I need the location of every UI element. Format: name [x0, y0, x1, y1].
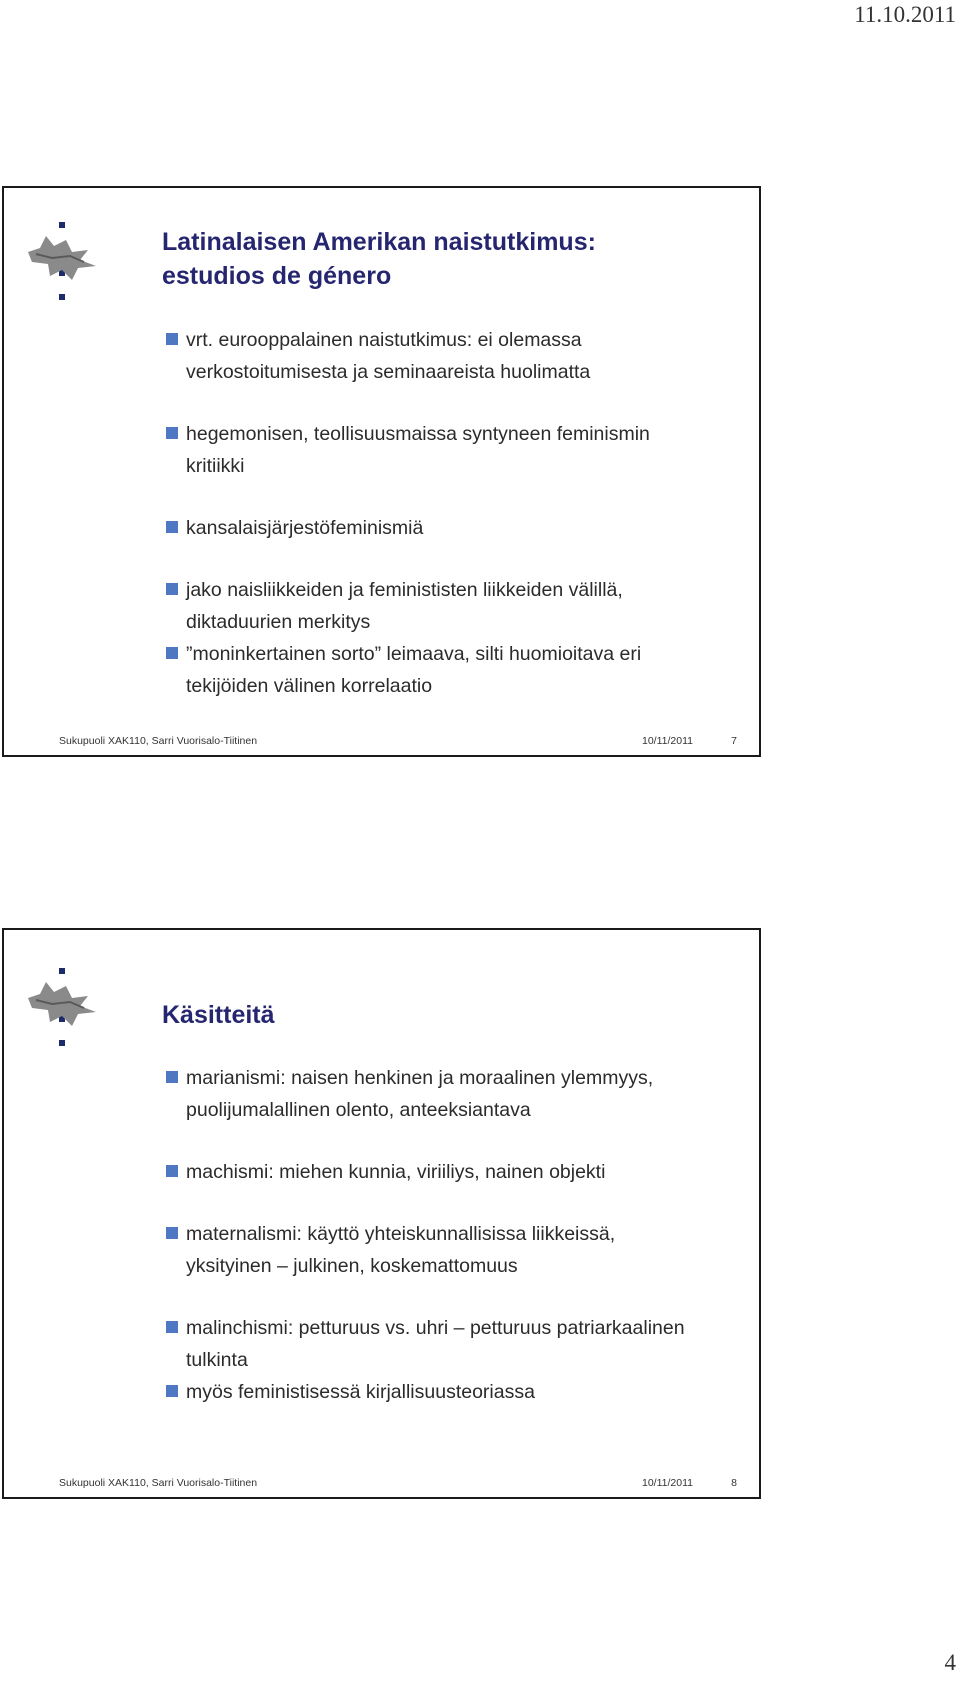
slide-title: Käsitteitä — [162, 1001, 275, 1029]
bullet-list — [166, 1062, 756, 1408]
page-date: 11.10.2011 — [854, 2, 956, 27]
bullet-square-icon — [166, 521, 178, 533]
bullet-item: myös feministisessä kirjallisuusteoriassa — [166, 1376, 756, 1408]
footer-date: 10/11/2011 — [642, 735, 693, 747]
bullet-item: hegemonisen, teollisuusmaissa syntyneen feminismin kritiikki — [166, 418, 756, 482]
bullet-square-icon — [166, 1165, 178, 1177]
bullet-square-icon — [166, 1385, 178, 1397]
bullet-square-icon — [166, 427, 178, 439]
bullet-square-icon — [166, 1227, 178, 1239]
bullet-list — [166, 324, 756, 702]
bullet-item: vrt. eurooppalainen naistutkimus: ei olemassa verkostoitumisesta ja seminaareista huolimatta — [166, 324, 756, 388]
footer-course: Sukupuoli XAK110, Sarri Vuorisalo-Tiitinen — [59, 735, 258, 747]
footer-course: Sukupuoli XAK110, Sarri Vuorisalo-Tiitinen — [59, 1477, 258, 1489]
bullet-square-icon — [166, 1321, 178, 1333]
bullet-item: marianismi: naisen henkinen ja moraalinen ylemmyys, puolijumalallinen olento, anteeksiantava — [166, 1062, 756, 1126]
bullet-item: jako naisliikkeiden ja feminististen liikkeiden välillä, diktaduurien merkitys — [166, 574, 756, 638]
bullet-square-icon — [166, 333, 178, 345]
slide-8 — [2, 928, 761, 1499]
university-logo-icon — [26, 968, 100, 1048]
bullet-square-icon — [166, 1071, 178, 1083]
bullet-item: malinchismi: petturuus vs. uhri – petturuus patriarkaalinen tulkinta — [166, 1312, 756, 1376]
footer-slide-number: 7 — [731, 735, 737, 747]
bullet-item: ”moninkertainen sorto” leimaava, silti huomioitava eri tekijöiden välinen korrelaatio — [166, 638, 756, 702]
bullet-item: kansalaisjärjestöfeminismiä — [166, 512, 756, 544]
bullet-item: machismi: miehen kunnia, viriiliys, nainen objekti — [166, 1156, 756, 1188]
slide-title: Latinalaisen Amerikan naistutkimus: estudios de género — [162, 228, 596, 290]
bullet-square-icon — [166, 583, 178, 595]
footer-date: 10/11/2011 — [642, 1477, 693, 1489]
university-logo-icon — [26, 222, 100, 302]
bullet-square-icon — [166, 647, 178, 659]
bullet-item: maternalismi: käyttö yhteiskunnallisissa liikkeissä, yksityinen – julkinen, koskemattomuus — [166, 1218, 756, 1282]
page-number: 4 — [944, 1650, 956, 1675]
slide-7 — [2, 186, 761, 757]
footer-slide-number: 8 — [731, 1477, 737, 1489]
